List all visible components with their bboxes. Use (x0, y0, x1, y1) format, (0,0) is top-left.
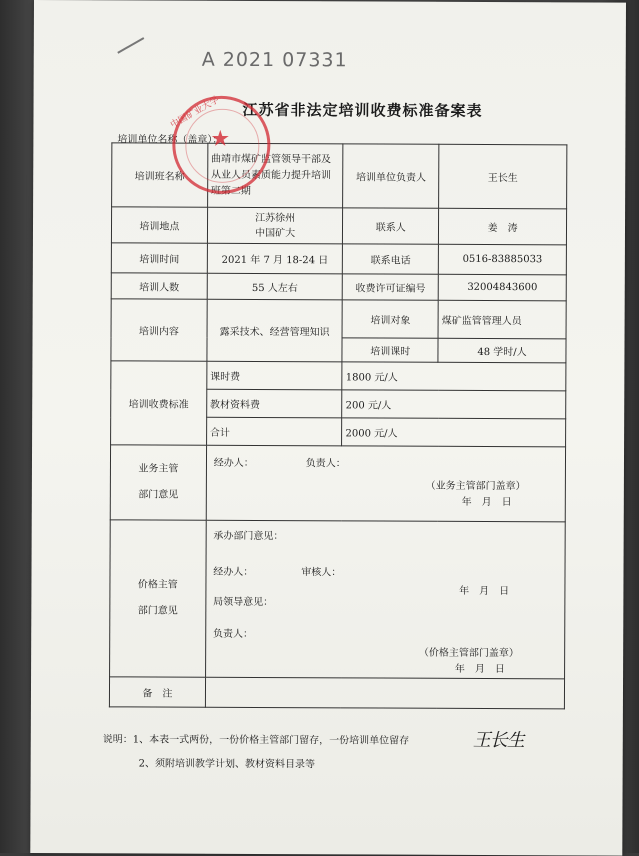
unit-name-label: 培训单位名称（盖章）： (117, 134, 223, 146)
value-location (207, 207, 343, 244)
fee-filing-table (109, 142, 567, 709)
value-remarks (205, 677, 564, 709)
value-target: 煤矿监管管理人员 (438, 300, 566, 339)
price-date1-label: 年 月 日 (459, 585, 510, 598)
value-hours: 48 学时/人 (438, 338, 566, 363)
page-title: 江苏省非法定培训收费标准备案表 (242, 100, 483, 120)
label-count: 培训人数 (111, 273, 207, 299)
value-contact: 姜 涛 (439, 208, 567, 245)
pen-mark (117, 37, 144, 54)
seal-text: 中国矿业大学 (169, 95, 221, 131)
biz-date-label: 年 月 日 (461, 496, 512, 509)
label-tuition: 课时费 (207, 361, 343, 390)
handwritten-number: A 2021 07331 (201, 48, 348, 72)
label-biz-dept-line1: 业务主管 (138, 463, 179, 475)
label-location: 培训地点 (111, 207, 207, 243)
note-line-1: 说明：1、本表一式两份，一份价格主管部门留存，一份培训单位留存 (102, 734, 410, 747)
handwritten-signature: 王长生 (472, 729, 524, 752)
biz-handler-label: 经办人： (213, 457, 254, 469)
label-price-dept-line2: 部门意见 (137, 605, 178, 617)
label-target: 培训对象 (342, 300, 438, 338)
biz-dept-opinion-cell (206, 445, 566, 522)
bureau-opinion-label: 局领导意见： (213, 596, 274, 609)
label-total: 合计 (206, 417, 342, 446)
value-content: 露采技术、经营管理知识 (207, 299, 343, 362)
value-location-city: 江苏徐州 (255, 212, 296, 224)
price-reviewer-label: 审核人： (301, 567, 342, 579)
document-page (30, 0, 626, 856)
label-time: 培训时间 (111, 243, 207, 273)
value-tuition: 1800 元/人 (342, 362, 566, 391)
value-class-name: 曲靖市煤矿监管领导干部及从业人员素质能力提升培训班第二期 (207, 143, 343, 208)
label-hours: 培训课时 (342, 338, 438, 362)
note-line-2: 2、须附培训教学计划、教材资料目录等 (138, 758, 316, 771)
biz-head-label: 负责人： (305, 458, 346, 470)
label-license: 收费许可证编号 (343, 274, 439, 300)
label-remarks: 备 注 (109, 677, 205, 707)
price-seal-label: （价格主管部门盖章） (418, 647, 519, 660)
label-contact: 联系人 (343, 208, 439, 244)
label-biz-dept-line2: 部门意见 (138, 489, 179, 501)
label-price-dept-line1: 价格主管 (137, 579, 178, 591)
label-fee-standard: 培训收费标准 (111, 361, 207, 445)
label-class-name: 培训班名称 (112, 143, 208, 207)
price-dept-opinion-cell (205, 520, 565, 679)
label-biz-dept (110, 445, 206, 520)
value-location-campus: 中国矿大 (255, 227, 296, 239)
value-count: 55 人左右 (207, 273, 343, 300)
label-content: 培训内容 (111, 299, 207, 361)
value-total: 2000 元/人 (342, 418, 566, 447)
price-handler-label: 经办人： (213, 566, 254, 578)
biz-seal-label: （业务主管部门盖章） (425, 480, 526, 493)
price-date2-label: 年 月 日 (454, 663, 505, 676)
value-license: 32004843600 (438, 274, 566, 301)
value-materials: 200 元/人 (342, 390, 566, 419)
label-materials: 教材资料费 (206, 389, 342, 418)
label-phone: 联系电话 (343, 244, 439, 274)
value-unit-head: 王长生 (439, 144, 567, 209)
seal-star-icon: ★ (210, 126, 231, 152)
value-phone: 0516-83885033 (438, 244, 566, 275)
label-price-dept (110, 520, 206, 677)
price-dept-opinion-label: 承办部门意见： (213, 530, 284, 543)
value-time: 2021 年 7 月 18-24 日 (207, 243, 343, 274)
label-unit-head: 培训单位负责人 (343, 144, 439, 208)
price-head-label: 负责人： (212, 628, 254, 640)
